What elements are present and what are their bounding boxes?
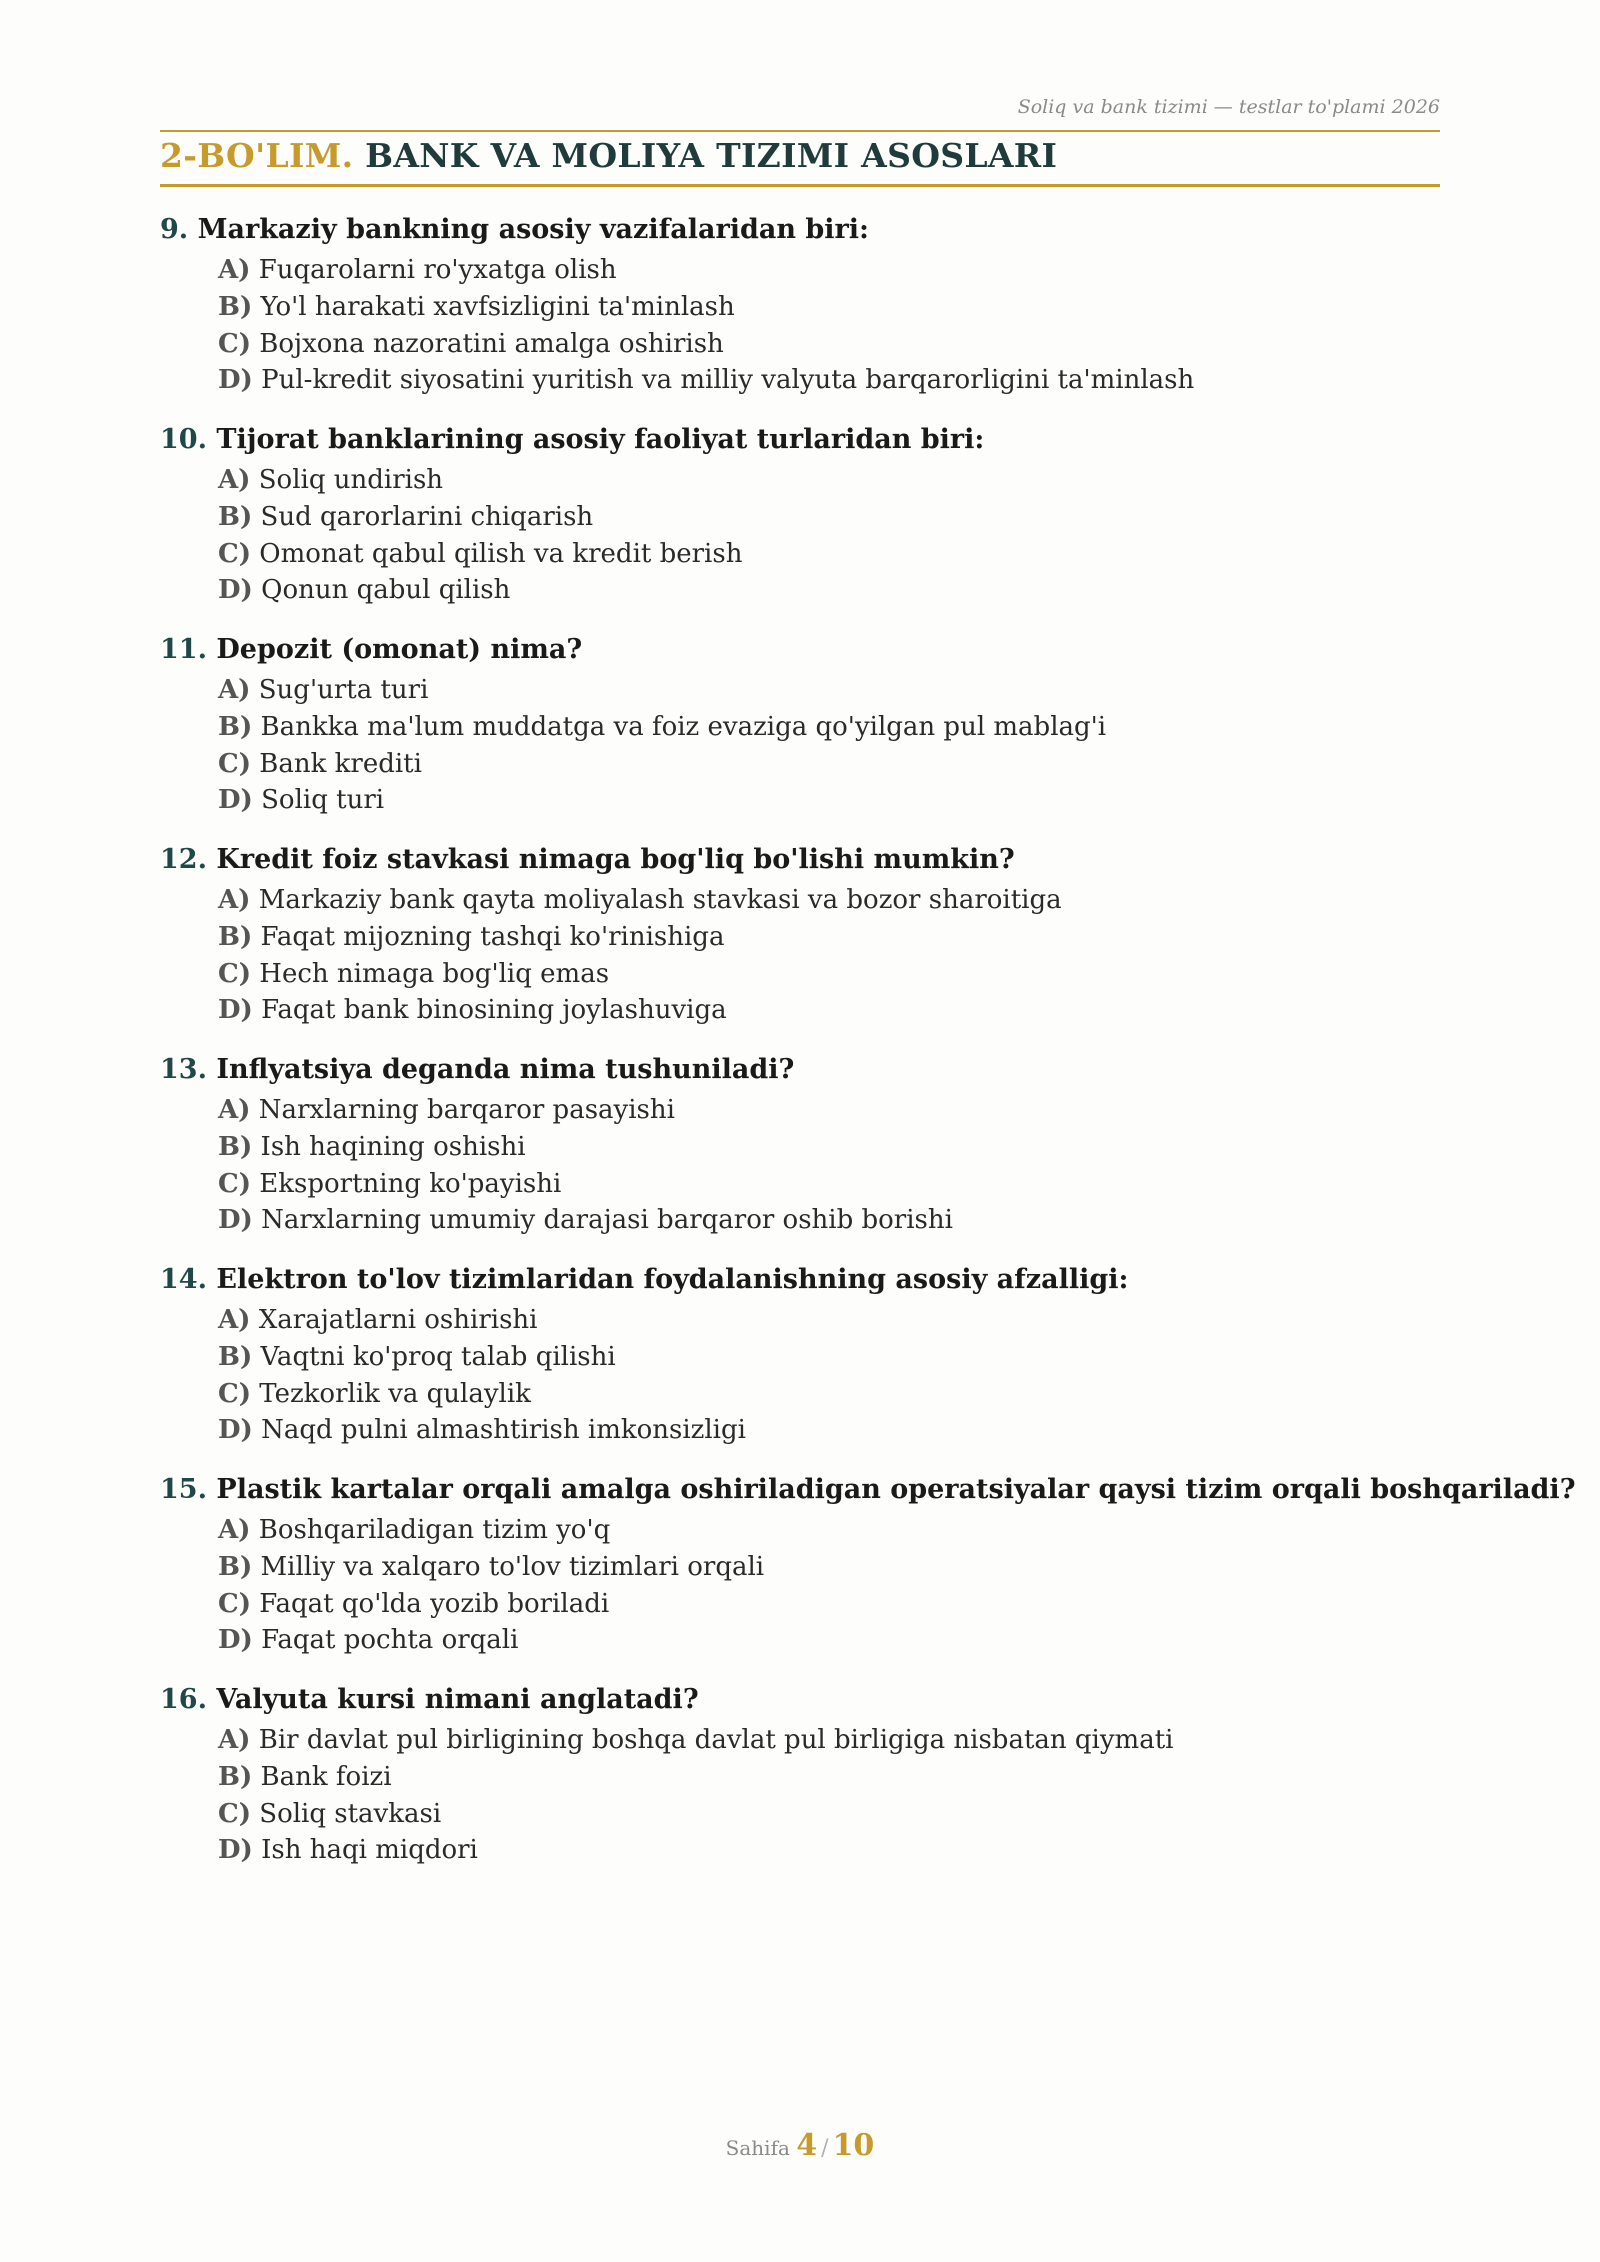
question-text: Inflyatsiya deganda nima tushuniladi?: [216, 1054, 795, 1085]
option-text: Soliq undirish: [258, 465, 444, 495]
option-letter: B): [218, 1131, 253, 1162]
option-letter: A): [218, 1515, 251, 1545]
option-text: Faqat bank binosining joylashuviga: [261, 995, 727, 1026]
option-letter: B): [218, 291, 253, 322]
option-b: [218, 1759, 1440, 1796]
question-item: [160, 630, 1440, 840]
option-text: Hech nimaga bog'liq emas: [259, 958, 610, 989]
option-text: Sud qarorlarini chiqarish: [260, 501, 594, 532]
option-b: [218, 289, 1440, 326]
option-list: [160, 670, 1440, 819]
option-text: Bankka ma'lum muddatga va foiz evaziga qo'yilgan pul mablag'i: [260, 711, 1107, 742]
option-text: Bank foizi: [260, 1761, 392, 1792]
page-separator: /: [821, 2136, 829, 2161]
question-item: [160, 210, 1440, 420]
page-footer: [160, 2128, 1440, 2163]
question-item: [160, 840, 1440, 1050]
question-text: Plastik kartalar orqali amalga oshiriladigan operatsiyalar qaysi tizim orqali boshqariladi?: [216, 1474, 1576, 1505]
option-letter: C): [218, 958, 251, 989]
question-text: Markaziy bankning asosiy vazifalaridan biri:: [197, 214, 869, 245]
option-list: [160, 1090, 1440, 1239]
option-a: [218, 1722, 1440, 1759]
question-number: 14.: [160, 1264, 207, 1295]
option-d: [218, 362, 1440, 399]
option-letter: D): [218, 365, 253, 396]
option-letter: A): [218, 1095, 251, 1125]
option-letter: B): [218, 921, 253, 952]
option-c: [218, 746, 1440, 783]
option-text: Ish haqining oshishi: [260, 1131, 526, 1162]
option-letter: B): [218, 1551, 253, 1582]
option-letter: C): [218, 748, 251, 779]
question-text-row: [160, 1680, 1440, 1720]
section-title: BANK VA MOLIYA TIZIMI ASOSLARI: [365, 136, 1058, 175]
option-a: [218, 1302, 1440, 1339]
option-text: Xarajatlarni oshirishi: [258, 1305, 538, 1335]
option-text: Soliq stavkasi: [259, 1798, 442, 1829]
option-letter: D): [218, 1205, 253, 1236]
option-list: [160, 1720, 1440, 1869]
option-letter: B): [218, 1761, 253, 1792]
page-current: 4: [796, 2128, 818, 2163]
option-c: [218, 1586, 1440, 1623]
option-text: Bir davlat pul birligining boshqa davlat pul birligiga nisbatan qiymati: [258, 1725, 1174, 1755]
option-letter: A): [218, 465, 251, 495]
option-text: Soliq turi: [261, 785, 385, 816]
option-text: Milliy va xalqaro to'lov tizimlari orqali: [260, 1551, 765, 1582]
option-b: [218, 1549, 1440, 1586]
option-letter: D): [218, 575, 253, 606]
option-text: Omonat qabul qilish va kredit berish: [259, 538, 743, 569]
question-text: Depozit (omonat) nima?: [216, 634, 583, 665]
option-a: [218, 252, 1440, 289]
running-header: Soliq va bank tizimi — testlar to'plami 2026: [1017, 96, 1440, 118]
option-c: [218, 1376, 1440, 1413]
option-text: Tezkorlik va qulaylik: [259, 1378, 531, 1409]
option-text: Vaqtni ko'proq talab qilishi: [260, 1341, 616, 1372]
option-c: [218, 1166, 1440, 1203]
option-letter: D): [218, 995, 253, 1026]
option-letter: C): [218, 1378, 251, 1409]
question-item: [160, 420, 1440, 630]
option-d: [218, 1832, 1440, 1869]
option-letter: C): [218, 1168, 251, 1199]
option-letter: A): [218, 1725, 251, 1755]
question-text: Tijorat banklarining asosiy faoliyat turlaridan biri:: [216, 424, 985, 455]
option-c: [218, 326, 1440, 363]
option-d: [218, 572, 1440, 609]
question-text-row: [160, 1470, 1576, 1510]
option-letter: D): [218, 1625, 253, 1656]
option-text: Fuqarolarni ro'yxatga olish: [258, 255, 617, 285]
question-list: [160, 210, 1576, 1890]
option-a: [218, 1512, 1440, 1549]
option-letter: D): [218, 1415, 253, 1446]
question-text: Elektron to'lov tizimlaridan foydalanishning asosiy afzalligi:: [216, 1264, 1129, 1295]
option-letter: C): [218, 1588, 251, 1619]
section-rule-top: [160, 130, 1440, 132]
option-letter: D): [218, 785, 253, 816]
question-text-row: [160, 210, 1440, 250]
option-letter: C): [218, 328, 251, 359]
option-text: Ish haqi miqdori: [261, 1835, 478, 1866]
option-a: [218, 462, 1440, 499]
page-label: Sahifa: [725, 2136, 790, 2160]
question-number: 9.: [160, 214, 189, 245]
question-number: 11.: [160, 634, 207, 665]
option-letter: B): [218, 1341, 253, 1372]
option-b: [218, 499, 1440, 536]
option-text: Markaziy bank qayta moliyalash stavkasi va bozor sharoitiga: [258, 885, 1062, 915]
option-letter: C): [218, 1798, 251, 1829]
option-a: [218, 672, 1440, 709]
option-letter: B): [218, 711, 253, 742]
question-text-row: [160, 420, 1440, 460]
option-letter: A): [218, 255, 251, 285]
option-text: Pul-kredit siyosatini yuritish va milliy valyuta barqarorligini ta'minlash: [261, 365, 1195, 396]
question-text-row: [160, 630, 1440, 670]
option-c: [218, 1796, 1440, 1833]
option-letter: D): [218, 1835, 253, 1866]
option-text: Naqd pulni almashtirish imkonsizligi: [261, 1415, 746, 1446]
option-d: [218, 992, 1440, 1029]
option-list: [160, 250, 1440, 399]
option-letter: A): [218, 675, 251, 705]
page-total: 10: [832, 2128, 875, 2163]
option-text: Qonun qabul qilish: [261, 575, 511, 606]
option-d: [218, 1622, 1440, 1659]
section-heading: [160, 136, 1057, 175]
question-number: 16.: [160, 1684, 207, 1715]
option-b: [218, 709, 1440, 746]
option-list: [160, 880, 1440, 1029]
question-item: [160, 1260, 1440, 1470]
question-text-row: [160, 1260, 1440, 1300]
question-number: 15.: [160, 1474, 207, 1505]
option-b: [218, 1339, 1440, 1376]
option-d: [218, 1202, 1440, 1239]
document-page: [160, 0, 1576, 2262]
option-list: [160, 1510, 1440, 1659]
option-b: [218, 1129, 1440, 1166]
option-letter: A): [218, 885, 251, 915]
option-letter: C): [218, 538, 251, 569]
option-list: [160, 460, 1440, 609]
question-number: 10.: [160, 424, 207, 455]
option-d: [218, 1412, 1440, 1449]
option-text: Faqat mijozning tashqi ko'rinishiga: [260, 921, 725, 952]
question-item: [160, 1050, 1440, 1260]
question-text: Valyuta kursi nimani anglatadi?: [216, 1684, 699, 1715]
option-text: Eksportning ko'payishi: [259, 1168, 562, 1199]
question-item: [160, 1470, 1576, 1680]
question-number: 13.: [160, 1054, 207, 1085]
option-c: [218, 956, 1440, 993]
question-text-row: [160, 840, 1440, 880]
option-d: [218, 782, 1440, 819]
option-a: [218, 1092, 1440, 1129]
option-text: Bojxona nazoratini amalga oshirish: [259, 328, 724, 359]
option-text: Sug'urta turi: [258, 675, 429, 705]
question-number: 12.: [160, 844, 207, 875]
option-a: [218, 882, 1440, 919]
option-letter: A): [218, 1305, 251, 1335]
section-rule-bottom: [160, 184, 1440, 187]
option-text: Yo'l harakati xavfsizligini ta'minlash: [260, 291, 735, 322]
option-text: Narxlarning barqaror pasayishi: [258, 1095, 675, 1125]
option-letter: B): [218, 501, 253, 532]
option-b: [218, 919, 1440, 956]
section-number: 2-BO'LIM.: [160, 136, 354, 175]
option-text: Faqat pochta orqali: [261, 1625, 519, 1656]
question-text: Kredit foiz stavkasi nimaga bog'liq bo'lishi mumkin?: [216, 844, 1015, 875]
option-text: Bank krediti: [259, 748, 422, 779]
option-text: Narxlarning umumiy darajasi barqaror oshib borishi: [261, 1205, 953, 1236]
question-item: [160, 1680, 1440, 1890]
question-text-row: [160, 1050, 1440, 1090]
option-text: Boshqariladigan tizim yo'q: [258, 1515, 611, 1545]
option-list: [160, 1300, 1440, 1449]
option-c: [218, 536, 1440, 573]
option-text: Faqat qo'lda yozib boriladi: [259, 1588, 610, 1619]
